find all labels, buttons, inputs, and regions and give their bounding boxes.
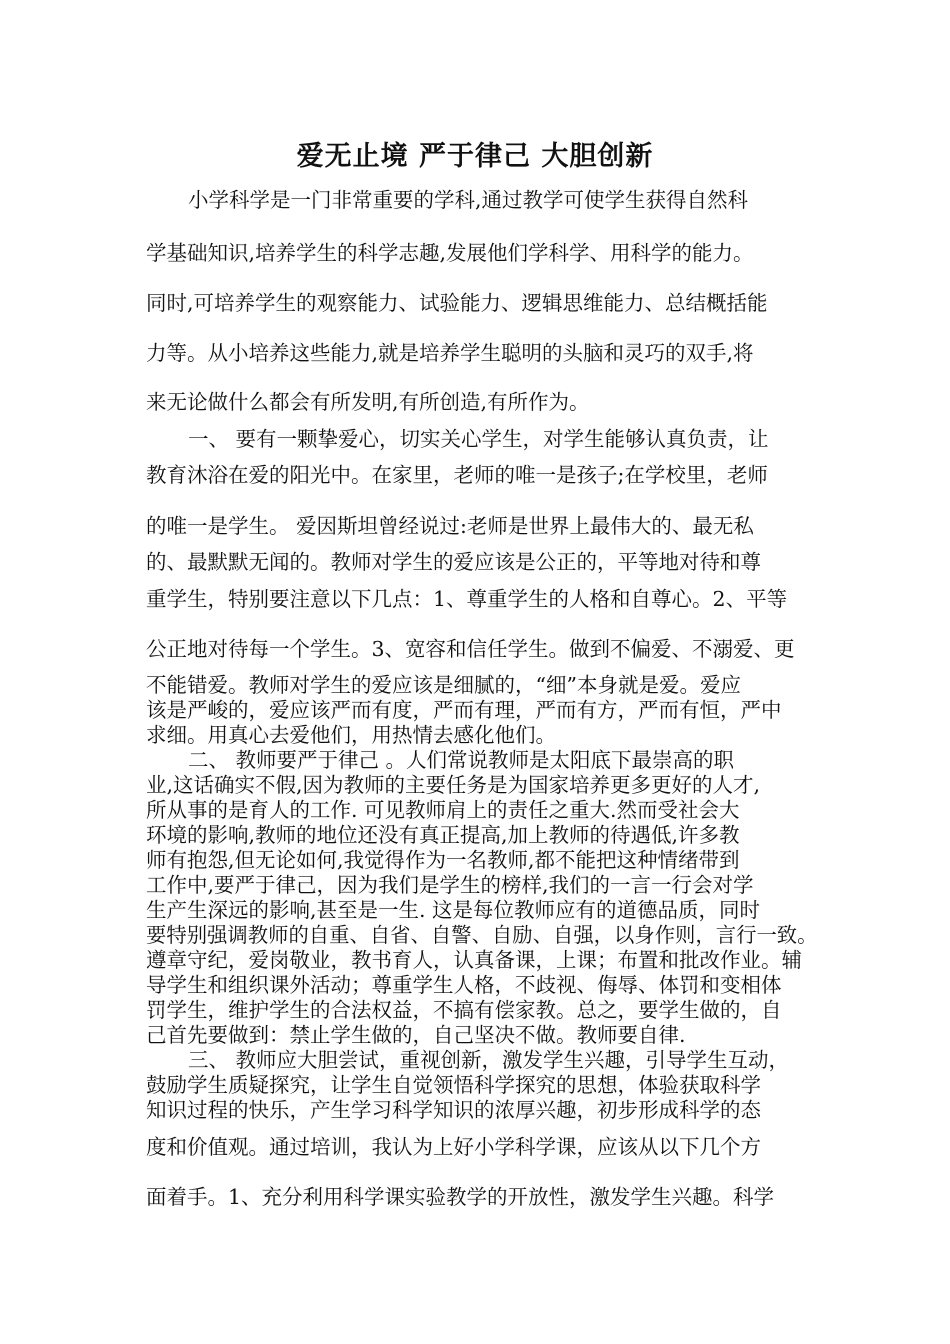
paragraph-line: 度和价值观。通过培训，我认为上好小学科学课，应该从以下几个方 [146,1135,761,1159]
paragraph-line: 力等。从小培养这些能力,就是培养学生聪明的头脑和灵巧的双手,将 [146,341,754,365]
paragraph-line: 工作中,要严于律己，因为我们是学生的榜样,我们的一言一行会对学 [146,873,754,897]
paragraph-line: 要特别强调教师的自重、自省、自警、自励、自强，以身作则，言行一致。 [146,923,818,947]
document-title: 爱无止境 严于律己 大胆创新 [296,141,654,172]
paragraph-line: 导学生和组织课外活动；尊重学生人格，不歧视、侮辱、体罚和变相体 [146,973,782,997]
paragraph-line: 环境的影响,教师的地位还没有真正提高,加上教师的待遇低,许多教 [146,823,740,847]
paragraph-line: 师有抱怨,但无论如何,我觉得作为一名教师,都不能把这种情绪带到 [146,848,740,872]
paragraph-line: 三、 教师应大胆尝试，重视创新，激发学生兴趣，引导学生互动， [188,1048,790,1072]
paragraph-line: 同时,可培养学生的观察能力、试验能力、逻辑思维能力、总结概括能 [146,291,768,315]
paragraph-line: 公正地对待每一个学生。3、宽容和信任学生。做到不偏爱、不溺爱、更 [146,637,795,661]
paragraph-line: 学基础知识,培养学生的科学志趣,发展他们学科学、用科学的能力。 [146,241,754,265]
paragraph-line: 生产生深远的影响,甚至是一生. 这是每位教师应有的道德品质，同时 [146,898,761,922]
paragraph-line: 的、最默默无闻的。教师对学生的爱应该是公正的，平等地对待和尊 [146,550,761,574]
paragraph-line: 的唯一是学生。 爱因斯坦曾经说过:老师是世界上最伟大的、最无私 [146,514,754,538]
paragraph-line: 遵章守纪，爱岗敬业，教书育人，认真备课，上课；布置和批改作业。辅 [146,948,802,972]
paragraph-line: 该是严峻的，爱应该严而有度，严而有理，严而有方，严而有恒，严中 [146,698,782,722]
paragraph-line: 业,这话确实不假,因为教师的主要任务是为国家培养更多更好的人才, [146,773,761,797]
paragraph-line: 知识过程的快乐，产生学习科学知识的浓厚兴趣，初步形成科学的态 [146,1098,761,1122]
paragraph-line: 己首先要做到：禁止学生做的，自己坚决不做。教师要自律. [146,1023,686,1047]
paragraph-line: 重学生，特别要注意以下几点：1、尊重学生的人格和自尊心。2、平等 [146,587,788,611]
paragraph-line: 罚学生，维护学生的合法权益，不搞有偿家教。总之，要学生做的，自 [146,998,782,1022]
paragraph-line: 二、 教师要严于律己 。人们常说教师是太阳底下最崇高的职 [188,748,735,772]
paragraph-line: 求细。用真心去爱他们，用热情去感化他们。 [146,723,556,747]
paragraph-line: 教育沐浴在爱的阳光中。在家里，老师的唯一是孩子;在学校里，老师 [146,463,768,487]
paragraph-line: 面着手。1、充分利用科学课实验教学的开放性，激发学生兴趣。科学 [146,1185,775,1209]
paragraph-line: 鼓励学生质疑探究，让学生自觉领悟科学探究的思想，体验获取科学 [146,1073,761,1097]
paragraph-line: 来无论做什么都会有所发明,有所创造,有所作为。 [146,390,590,414]
paragraph-line: 不能错爱。教师对学生的爱应该是细腻的，“细”本身就是爱。爱应 [146,673,741,697]
paragraph-line: 一、 要有一颗挚爱心，切实关心学生，对学生能够认真负责，让 [188,427,769,451]
paragraph-line: 所从事的是育人的工作. 可见教师肩上的责任之重大.然而受社会大 [146,798,740,822]
paragraph-line: 小学科学是一门非常重要的学科,通过教学可使学生获得自然科 [188,188,749,212]
